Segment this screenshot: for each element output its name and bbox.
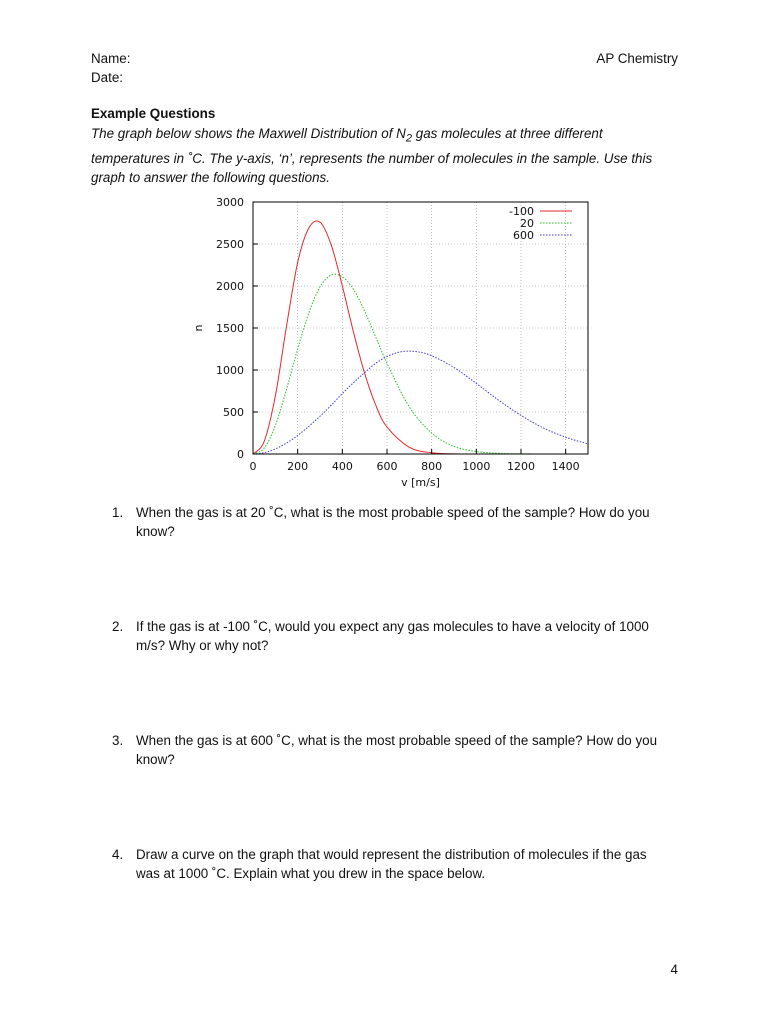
y-tick-label: 500 xyxy=(223,406,244,419)
question-text: When the gas is at 20 ˚C, what is the most probable speed of the sample? How do you know? xyxy=(136,505,650,539)
question-item xyxy=(112,503,672,541)
x-tick-label: 400 xyxy=(331,460,353,473)
y-tick-label: 1500 xyxy=(216,322,244,335)
course-title: AP Chemistry xyxy=(596,51,678,66)
name-label: Name: xyxy=(91,51,131,66)
x-tick-label: 800 xyxy=(421,460,443,473)
x-axis-label: v [m/s] xyxy=(401,476,440,489)
y-tick-label: 2000 xyxy=(216,280,244,293)
section-title: Example Questions xyxy=(91,106,216,121)
intro-text-a: The graph below shows the Maxwell Distribution of N xyxy=(91,126,406,141)
y-tick-label: 2500 xyxy=(216,238,244,251)
question-number: 4. xyxy=(112,847,124,862)
plot-frame xyxy=(253,202,588,454)
x-tick-label: 1200 xyxy=(507,460,535,473)
legend xyxy=(509,205,572,242)
question-text: Draw a curve on the graph that would represent the distribution of molecules if the gas was at 1000 ˚C. Explain what you drew in the space below. xyxy=(136,847,647,881)
legend-label: 600 xyxy=(513,229,534,242)
series-line xyxy=(253,221,588,454)
legend-label: 20 xyxy=(520,217,534,230)
question-text: When the gas is at 600 ˚C, what is the most probable speed of the sample? How do you know? xyxy=(136,733,658,767)
x-tick-label: 600 xyxy=(376,460,398,473)
series-line xyxy=(253,274,588,454)
date-label: Date: xyxy=(91,70,124,85)
question-text: If the gas is at -100 ˚C, would you expect any gas molecules to have a velocity of 1000 m/s? Why or why not? xyxy=(136,619,649,653)
y-axis-label: n xyxy=(192,324,205,332)
y-tick-label: 3000 xyxy=(216,196,244,209)
x-tick-label: 200 xyxy=(287,460,309,473)
grid xyxy=(253,202,588,454)
question-item xyxy=(112,845,672,883)
question-number: 1. xyxy=(112,505,124,520)
intro-paragraph xyxy=(91,124,681,187)
question-item xyxy=(112,617,672,655)
x-tick-label: 1400 xyxy=(551,460,580,473)
y-tick-label: 0 xyxy=(237,448,244,461)
y-tick-label: 1000 xyxy=(216,364,244,377)
question-item xyxy=(112,731,672,769)
question-number: 3. xyxy=(112,733,124,748)
page-number: 4 xyxy=(670,962,678,977)
x-tick-label: 1000 xyxy=(462,460,491,473)
question-number: 2. xyxy=(112,619,124,634)
maxwell-distribution-chart xyxy=(190,192,600,492)
legend-label: -100 xyxy=(509,205,534,218)
name-date-block xyxy=(91,49,130,87)
x-tick-label: 0 xyxy=(249,460,257,473)
series-layer xyxy=(253,221,588,454)
series-line xyxy=(253,351,588,454)
intro-text-b: gas molecules at three different temperatures in ˚C. The y-axis, ‘n’, represents the number of molecules in the sample. Use this graph to answer the following questions. xyxy=(91,126,653,185)
intro-subscript: 2 xyxy=(405,132,413,145)
